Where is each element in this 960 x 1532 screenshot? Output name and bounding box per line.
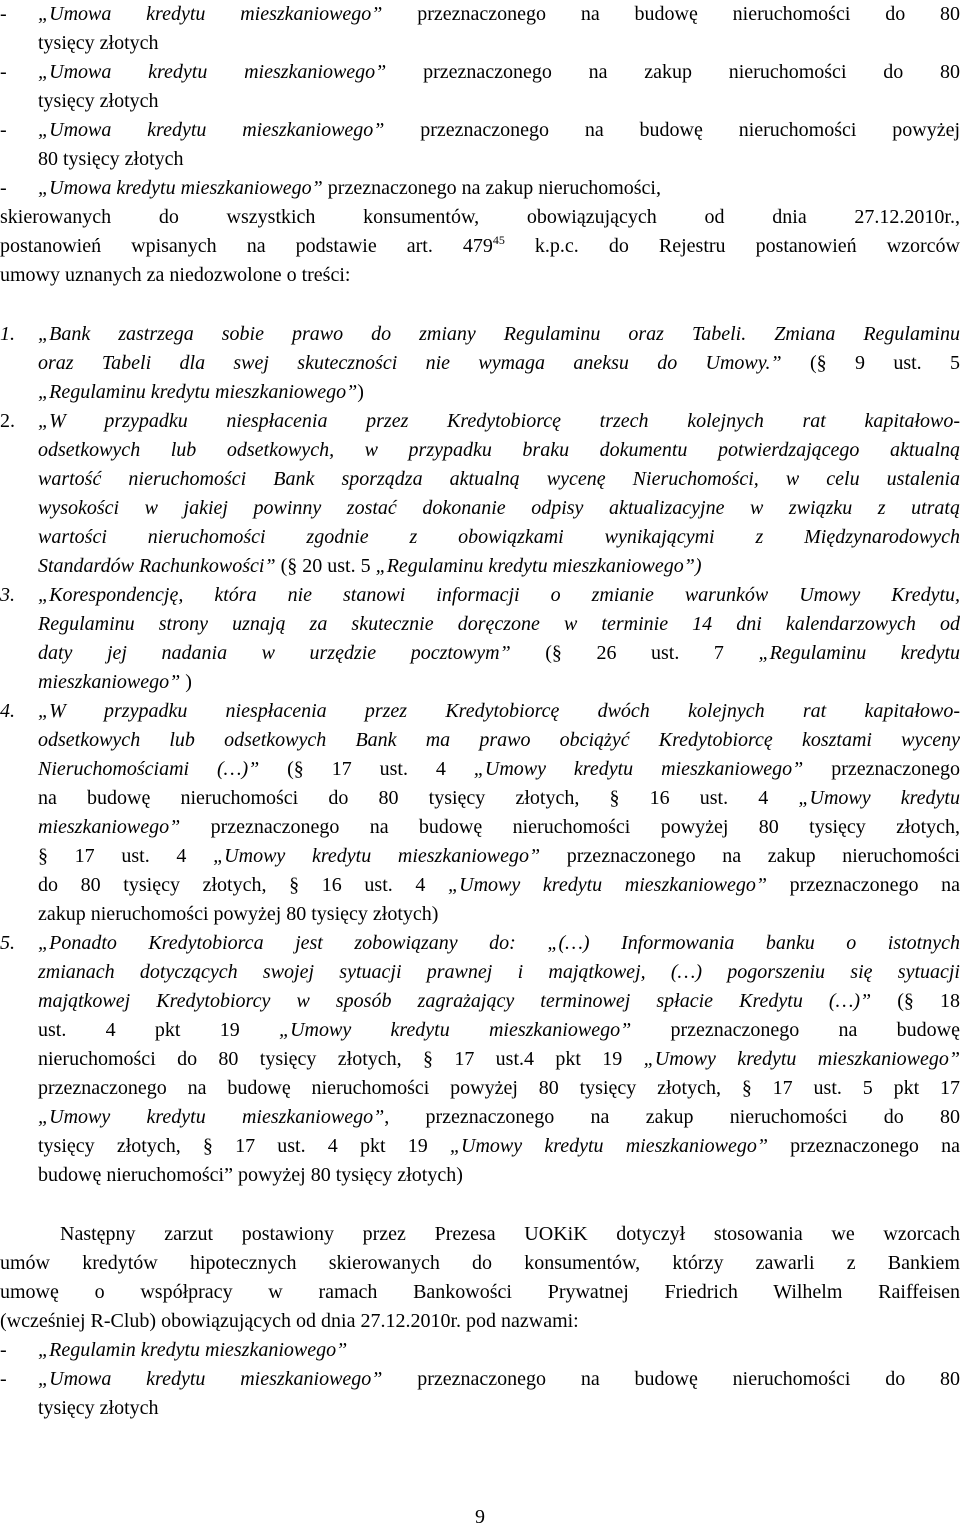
list-item: - „Umowa kredytu mieszkaniowego” przeznaczonego na zakup nieruchomości do 80: [0, 61, 960, 83]
clause-2-line: wysokości w jakiej powinny zostać dokonanie odpisy aktualizacyjne w związku z utratą: [38, 497, 960, 519]
list-item-continuation: tysięcy złotych: [38, 1397, 159, 1419]
clause-2-line: wartość nieruchomości Bank sporządza aktualną wycenę Nieruchomości, w celu ustalenia: [38, 468, 960, 490]
closing-paragraph-line: umowę o współpracy w ramach Bankowości Prywatnej Friedrich Wilhelm Raiffeisen: [0, 1281, 960, 1303]
closing-paragraph-line: umów kredytów hipotecznych skierowanych do konsumentów, którzy zawarli z Bankiem: [0, 1252, 960, 1274]
clause-5-line: majątkowej Kredytobiorcy w sposób zagrażający terminowej spłacie Kredytu (…)” (§ 18: [38, 990, 960, 1012]
clause-number: 4.: [0, 700, 15, 722]
clause-2-line: Standardów Rachunkowości” (§ 20 ust. 5 „Regulaminu kredytu mieszkaniowego”): [38, 555, 702, 577]
clause-4-line: odsetkowych lub odsetkowych Bank ma prawo obciążyć Kredytobiorcę kosztami wyceny: [38, 729, 960, 751]
clause-number: 5.: [0, 932, 15, 954]
clause-number: 2.: [0, 410, 15, 432]
clause-4-line: mieszkaniowego” przeznaczonego na budowę nieruchomości powyżej 80 tysięcy złotych,: [38, 816, 960, 838]
clause-3-line: daty jej nadania w urzędzie pocztowym” (§ 26 ust. 7 „Regulaminu kredytu: [38, 642, 960, 664]
intro-line: postanowień wpisanych na podstawie art. $479^{45}$ k.p.c. do Rejestru postanowień wzorców: [0, 233, 960, 257]
closing-paragraph-line: Następny zarzut postawiony przez Prezesa UOKiK dotyczył stosowania we wzorcach: [60, 1223, 960, 1245]
clause-5-line: nieruchomości do 80 tysięcy złotych, § 17 ust.4 pkt 19 „Umowy kredytu mieszkaniowego”: [38, 1048, 960, 1070]
clause-5-line: zmianach dotyczących swojej sytuacji prawnej i majątkowej, (…) pogorszeniu się sytuacji: [38, 961, 960, 983]
list-item-continuation: 80 tysięcy złotych: [38, 148, 184, 170]
clause-4-line: na budowę nieruchomości do 80 tysięcy złotych, § 16 ust. 4 „Umowy kredytu: [38, 787, 960, 809]
clause-1-line: „Regulaminu kredytu mieszkaniowego”): [38, 381, 364, 403]
list-item: - „Umowa kredytu mieszkaniowego” przeznaczonego na budowę nieruchomości powyżej: [0, 119, 960, 141]
intro-line: umowy uznanych za niedozwolone o treści:: [0, 264, 351, 286]
clause-5-line: ust. 4 pkt 19 „Umowy kredytu mieszkaniowego” przeznaczonego na budowę: [38, 1019, 960, 1041]
clause-4-line: zakup nieruchomości powyżej 80 tysięcy złotych): [38, 903, 439, 925]
clause-number: 1.: [0, 323, 15, 345]
clause-2: 2. „W przypadku niespłacenia przez Kredytobiorcę trzech kolejnych rat kapitałowo-: [0, 407, 960, 436]
list-item: - „Umowa kredytu mieszkaniowego” przeznaczonego na zakup nieruchomości,: [0, 177, 661, 199]
list-item: - „Umowa kredytu mieszkaniowego” przeznaczonego na budowę nieruchomości do 80: [0, 3, 960, 25]
list-item: - „Regulamin kredytu mieszkaniowego”: [0, 1339, 348, 1361]
clause-4: 4. „W przypadku niespłacenia przez Kredytobiorcę dwóch kolejnych rat kapitałowo-: [0, 697, 960, 726]
clause-3-line: Regulaminu strony uznają za skutecznie doręczone w terminie 14 dni kalendarzowych od: [38, 613, 960, 635]
clause-5-line: „Umowy kredytu mieszkaniowego”, przeznaczonego na zakup nieruchomości do 80: [38, 1106, 960, 1128]
clause-5: 5. „Ponadto Kredytobiorca jest zobowiązany do: „(…) Informowania banku o istotnych: [0, 929, 960, 958]
clause-4-line: do 80 tysięcy złotych, § 16 ust. 4 „Umowy kredytu mieszkaniowego” przeznaczonego na: [38, 874, 960, 896]
clause-4-line: § 17 ust. 4 „Umowy kredytu mieszkaniowego” przeznaczonego na zakup nieruchomości: [38, 845, 960, 867]
list-item-continuation: tysięcy złotych: [38, 32, 159, 54]
list-item-continuation: tysięcy złotych: [38, 90, 159, 112]
clause-1: 1. „Bank zastrzega sobie prawo do zmiany Regulaminu oraz Tabeli. Zmiana Regulaminu: [0, 320, 960, 349]
clause-3: 3. „Korespondencję, która nie stanowi informacji o zmianie warunków Umowy Kredytu,: [0, 581, 960, 610]
clause-5-line: przeznaczonego na budowę nieruchomości powyżej 80 tysięcy złotych, § 17 ust. 5 pkt 17: [38, 1077, 960, 1099]
clause-3-line: mieszkaniowego” ): [38, 671, 192, 693]
clause-1-line: oraz Tabeli dla swej skuteczności nie wymaga aneksu do Umowy.” (§ 9 ust. 5: [38, 352, 960, 374]
clause-number: 3.: [0, 584, 15, 606]
clause-2-line: wartości nieruchomości zgodnie z obowiązkami wynikającymi z Międzynarodowych: [38, 526, 960, 548]
clause-5-line: tysięcy złotych, § 17 ust. 4 pkt 19 „Umowy kredytu mieszkaniowego” przeznaczonego na: [38, 1135, 960, 1157]
intro-line: skierowanych do wszystkich konsumentów, obowiązujących od dnia 27.12.2010r.,: [0, 206, 960, 228]
closing-paragraph-line: (wcześniej R-Club) obowiązujących od dnia 27.12.2010r. pod nazwami:: [0, 1310, 579, 1332]
page-number: 9: [475, 1506, 485, 1528]
clause-5-line: budowę nieruchomości” powyżej 80 tysięcy złotych): [38, 1164, 463, 1186]
list-item: - „Umowa kredytu mieszkaniowego” przeznaczonego na budowę nieruchomości do 80: [0, 1368, 960, 1390]
clause-4-line: Nieruchomościami (…)” (§ 17 ust. 4 „Umowy kredytu mieszkaniowego” przeznaczonego: [38, 758, 960, 780]
clause-2-line: odsetkowych lub odsetkowych, w przypadku braku dokumentu potwierdzającego aktualną: [38, 439, 960, 461]
superscript: 45: [492, 233, 505, 247]
